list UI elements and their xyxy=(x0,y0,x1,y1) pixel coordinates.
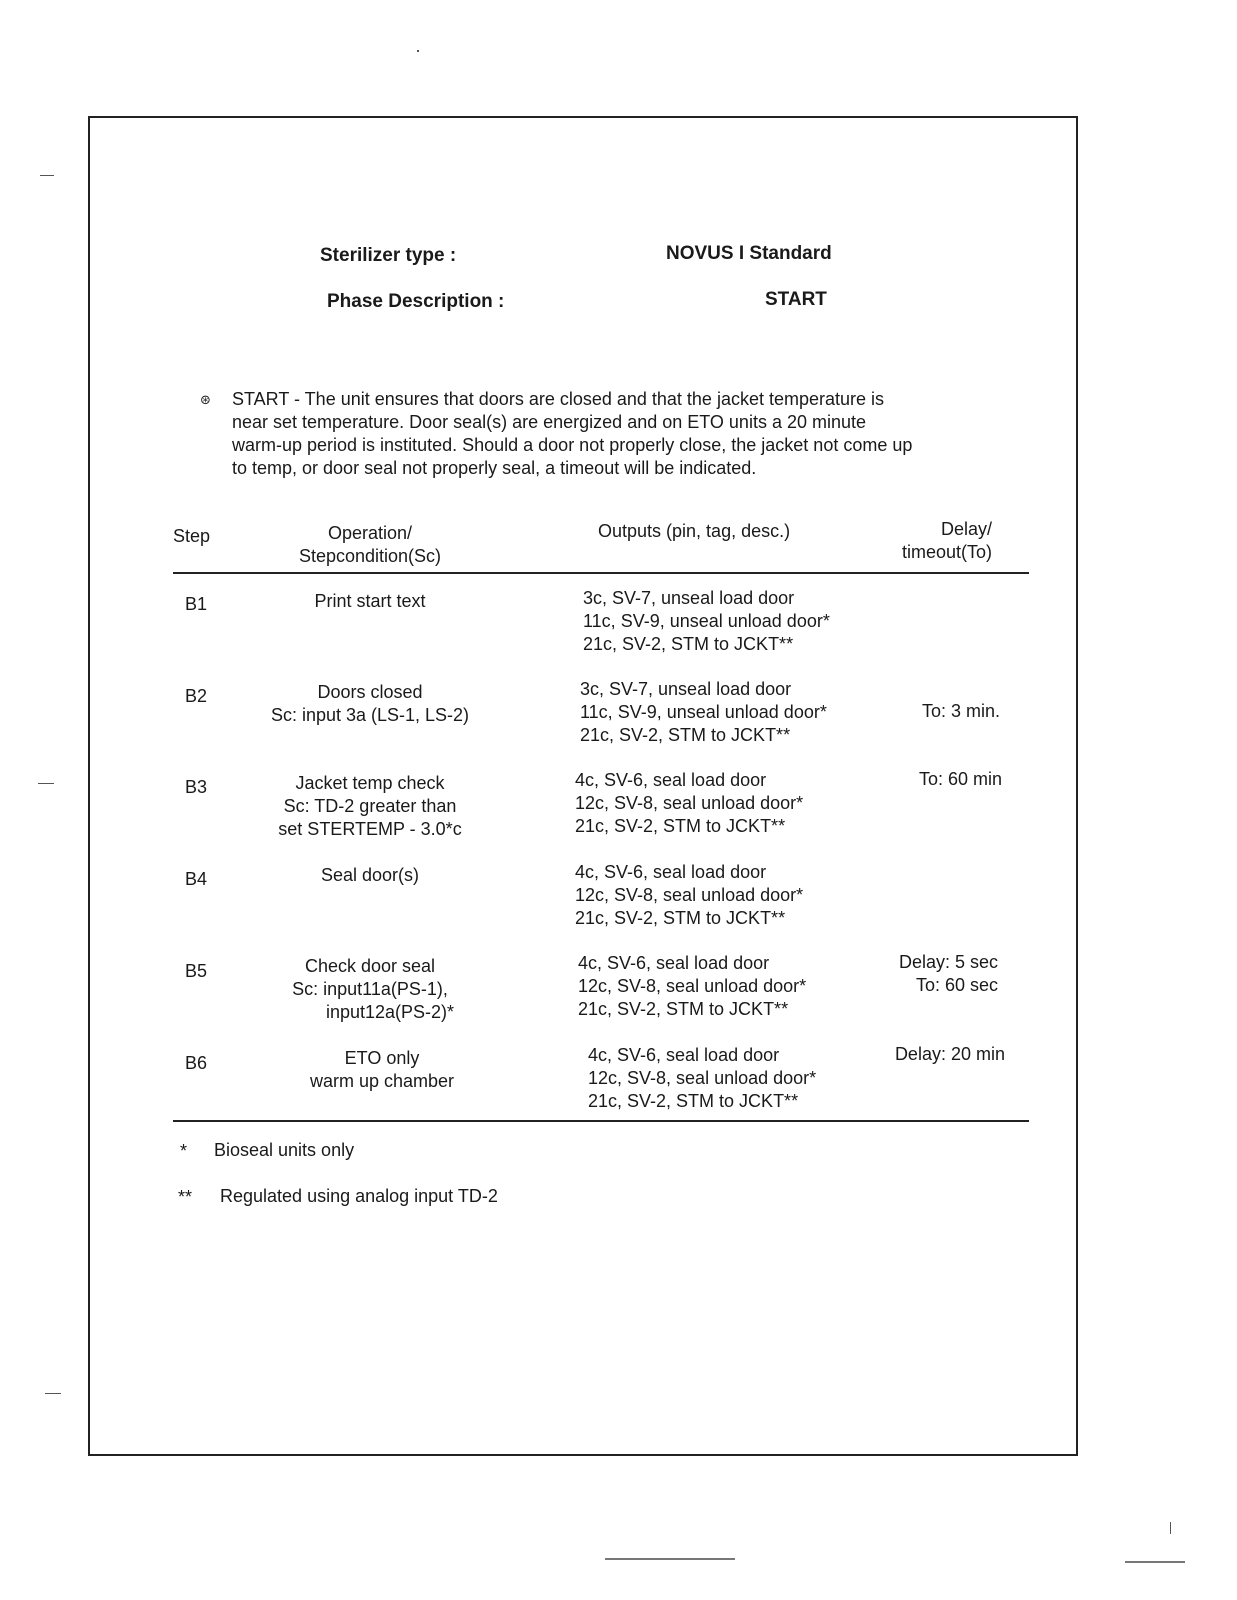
output-line: 12c, SV-8, seal unload door* xyxy=(578,976,807,996)
outputs-cell xyxy=(575,861,865,930)
description-line: warm-up period is instituted. Should a door not properly close, the jacket not come up xyxy=(232,435,913,455)
step-id: B3 xyxy=(185,777,208,797)
delay-line xyxy=(860,677,1000,700)
scan-speck xyxy=(40,175,54,176)
output-line: 21c, SV-2, STM to JCKT** xyxy=(588,1091,799,1111)
operation-cell xyxy=(250,772,490,841)
delay-line: To: 60 sec xyxy=(915,975,998,995)
operation-cell xyxy=(250,681,490,727)
output-line: 21c, SV-2, STM to JCKT** xyxy=(575,908,786,928)
output-line: 11c, SV-9, unseal unload door* xyxy=(580,702,827,722)
operation-line: ETO only xyxy=(344,1048,420,1068)
delay-line: To: 3 min. xyxy=(921,701,1000,721)
delay-line: Delay: 20 min xyxy=(894,1044,1005,1064)
table-header-rule xyxy=(173,572,1029,574)
delay-cell xyxy=(862,768,1002,791)
output-line: 4c, SV-6, seal load door xyxy=(588,1045,780,1065)
output-line: 12c, SV-8, seal unload door* xyxy=(588,1068,817,1088)
scan-speck xyxy=(605,1558,735,1560)
scan-speck xyxy=(38,783,54,784)
operation-line: set STERTEMP - 3.0*c xyxy=(278,819,462,839)
operation-line: Check door seal xyxy=(304,956,436,976)
col-header-delay-line1: Delay/ xyxy=(940,519,992,539)
delay-cell xyxy=(858,951,998,997)
scan-speck xyxy=(1170,1522,1171,1534)
output-line: 21c, SV-2, STM to JCKT** xyxy=(583,634,794,654)
output-line: 21c, SV-2, STM to JCKT** xyxy=(578,999,789,1019)
operation-line: warm up chamber xyxy=(309,1071,455,1091)
operation-cell xyxy=(250,955,490,1024)
output-line: 4c, SV-6, seal load door xyxy=(575,862,767,882)
delay-line: Delay: 5 sec xyxy=(898,952,998,972)
phase-description-text xyxy=(232,388,992,480)
output-line: 4c, SV-6, seal load door xyxy=(578,953,770,973)
footnote-mark: * xyxy=(180,1141,188,1161)
output-line: 3c, SV-7, unseal load door xyxy=(580,679,792,699)
sterilizer-type-value: NOVUS I Standard xyxy=(666,243,832,264)
outputs-cell xyxy=(588,1044,878,1113)
operation-line: Print start text xyxy=(314,591,426,611)
output-line: 11c, SV-9, unseal unload door* xyxy=(583,611,830,631)
operation-cell xyxy=(262,1047,502,1093)
step-id: B4 xyxy=(185,869,208,889)
table-bottom-rule xyxy=(173,1120,1029,1122)
sterilizer-type-label: Sterilizer type : xyxy=(320,245,457,266)
phase-description-value: START xyxy=(765,289,827,310)
operation-cell xyxy=(250,864,490,887)
col-header-operation-line2: Stepcondition(Sc) xyxy=(298,546,442,566)
outputs-cell xyxy=(578,952,868,1021)
output-line: 12c, SV-8, seal unload door* xyxy=(575,885,804,905)
footnote-mark: ** xyxy=(178,1187,193,1207)
step-id: B5 xyxy=(185,961,208,981)
description-line: near set temperature. Door seal(s) are energized and on ETO units a 20 minute xyxy=(232,412,867,432)
output-line: 21c, SV-2, STM to JCKT** xyxy=(580,725,791,745)
output-line: 4c, SV-6, seal load door xyxy=(575,770,767,790)
col-header-outputs: Outputs (pin, tag, desc.) xyxy=(598,521,791,541)
operation-line: Jacket temp check xyxy=(295,773,445,793)
output-line: 21c, SV-2, STM to JCKT** xyxy=(575,816,786,836)
output-line: 12c, SV-8, seal unload door* xyxy=(575,793,804,813)
col-header-delay-line2: timeout(To) xyxy=(901,542,992,562)
operation-cell xyxy=(250,590,490,613)
operation-line: input12a(PS-2)* xyxy=(325,1002,455,1022)
delay-cell xyxy=(865,1043,1005,1066)
step-id: B6 xyxy=(185,1053,208,1073)
delay-line: To: 60 min xyxy=(918,769,1002,789)
outputs-cell xyxy=(583,587,873,656)
col-header-operation xyxy=(250,522,490,568)
step-id: B2 xyxy=(185,686,208,706)
operation-line: Sc: input 3a (LS-1, LS-2) xyxy=(270,705,470,725)
scan-speck xyxy=(417,50,419,52)
operation-line: Seal door(s) xyxy=(320,865,420,885)
outputs-cell xyxy=(580,678,870,747)
footnote-text: Regulated using analog input TD-2 xyxy=(220,1186,498,1206)
col-header-step: Step xyxy=(173,526,211,546)
operation-line: Doors closed xyxy=(317,682,423,702)
operation-line: Sc: TD-2 greater than xyxy=(283,796,457,816)
scan-speck xyxy=(1125,1561,1185,1563)
description-line: to temp, or door seal not properly seal, a timeout will be indicated. xyxy=(232,458,757,478)
step-id: B1 xyxy=(185,594,208,614)
col-header-operation-line1: Operation/ xyxy=(327,523,413,543)
operation-line: Sc: input11a(PS-1), xyxy=(292,979,448,999)
outputs-cell xyxy=(575,769,865,838)
description-line: START - The unit ensures that doors are closed and that the jacket temperature is xyxy=(232,389,885,409)
col-header-delay xyxy=(880,518,992,564)
scan-speck xyxy=(45,1393,61,1394)
footnote-text: Bioseal units only xyxy=(214,1140,355,1160)
bullet-icon: ⊛ xyxy=(200,392,211,407)
phase-description-label: Phase Description : xyxy=(327,291,505,312)
output-line: 3c, SV-7, unseal load door xyxy=(583,588,795,608)
delay-cell xyxy=(860,677,1000,723)
